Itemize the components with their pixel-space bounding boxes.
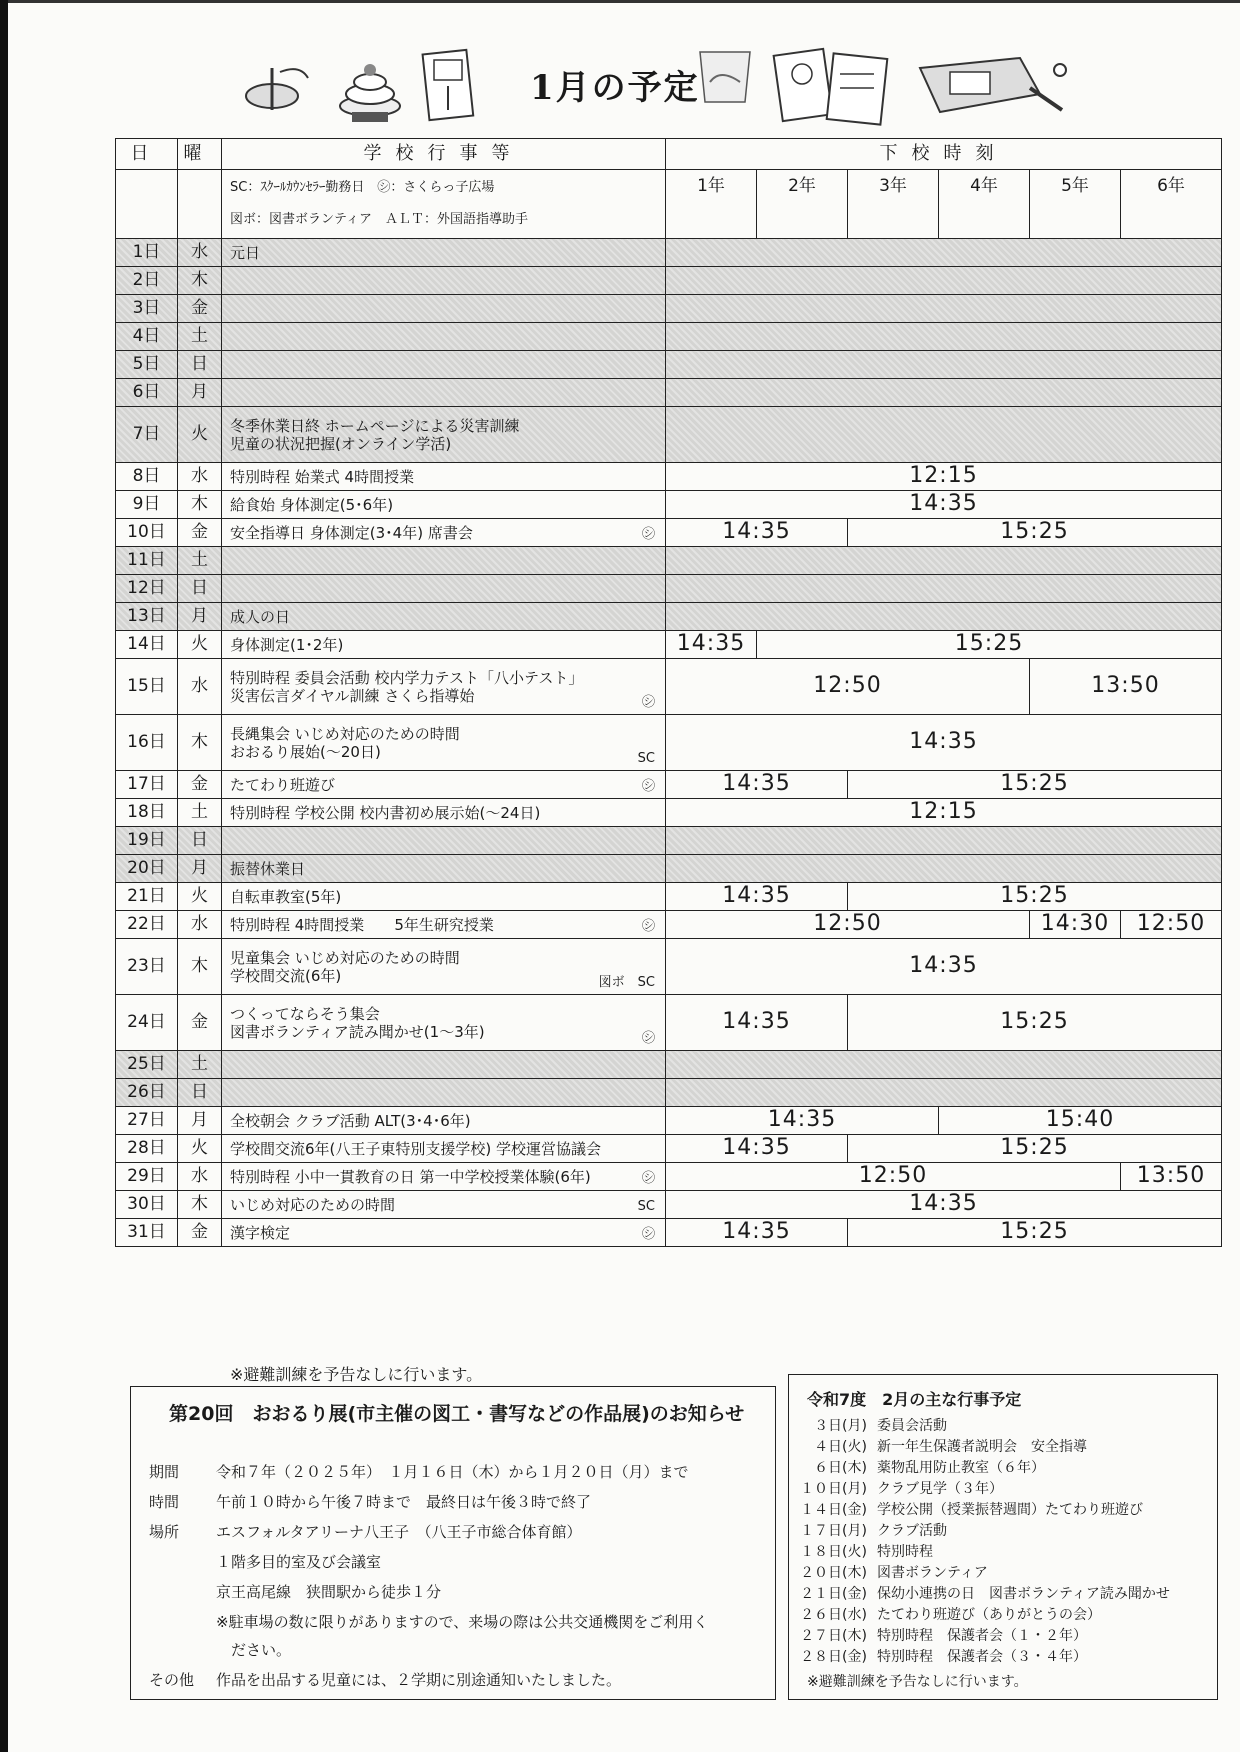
weekday-cell: 土 [178,323,222,351]
event-text: 給食始 身体測定(5･6年) [230,495,394,514]
weekday-cell: 水 [178,239,222,267]
dismissal-time: 15:25 [848,995,1222,1051]
weekday-cell: 土 [178,547,222,575]
february-item [793,1541,933,1561]
events-cell [222,1219,666,1247]
time-cell-empty [666,379,1222,407]
day-cell: 3日 [116,295,178,323]
header-times: 下校時刻 [666,139,1222,170]
dismissal-time: 14:30 [1030,911,1121,939]
day-cell: 29日 [116,1163,178,1191]
day-cell: 6日 [116,379,178,407]
february-item [793,1436,1087,1456]
schedule-row [116,631,1222,659]
event-mark: ㋛ [641,919,655,935]
weekday-cell: 日 [178,351,222,379]
february-date: ２７日(木) [800,1628,867,1644]
event-text: 児童集会 いじめ対応のための時間 [230,948,460,967]
schedule-row [116,267,1222,295]
dismissal-time: 15:25 [848,771,1222,799]
events-cell [222,1163,666,1191]
dismissal-time: 13:50 [1030,659,1222,715]
event-mark: ㋛ [641,1031,655,1047]
weekday-cell: 木 [178,715,222,771]
weekday-cell: 水 [178,1163,222,1191]
top-spinning-icon [240,58,310,118]
day-cell: 17日 [116,771,178,799]
weekday-cell: 木 [178,267,222,295]
february-item [793,1478,1003,1498]
events-cell [222,715,666,771]
day-cell: 8日 [116,463,178,491]
time-cell-empty [666,827,1222,855]
day-cell: 28日 [116,1135,178,1163]
event-mark: ㋛ [641,1227,655,1243]
legend-line: 図ボ：図書ボランティア ＡＬＴ：外国語指導助手 [230,212,528,227]
schedule-row [116,995,1222,1051]
dismissal-time: 12:15 [666,799,1222,827]
event-text: 全校朝会 クラブ活動 ALT(3･4･6年) [230,1111,471,1130]
event-text: 自転車教室(5年) [230,887,342,906]
february-event: 特別時程 [877,1544,933,1560]
event-text: 災害伝言ダイヤル訓練 さくら指導始 [230,686,475,705]
weekday-cell: 月 [178,1107,222,1135]
time-cell-empty [666,239,1222,267]
schedule-row [116,883,1222,911]
grade-header: 6年 [1121,170,1222,239]
event-mark: ㋛ [641,1171,655,1187]
day-cell: 23日 [116,939,178,995]
time-cell-empty [666,575,1222,603]
event-text: 身体測定(1･2年) [230,635,344,654]
february-item [793,1604,1101,1624]
february-item [793,1583,1170,1603]
february-date: １０日(月) [800,1481,867,1497]
dismissal-time: 14:35 [666,715,1222,771]
event-text: 特別時程 始業式 4時間授業 [230,467,415,486]
time-cell-empty [666,1051,1222,1079]
event-text: 特別時程 学校公開 校内書初め展示始(～24日) [230,803,541,822]
schedule-row [116,519,1222,547]
exhibit-label: 場所 [149,1523,180,1541]
february-date: １４日(金) [800,1502,867,1518]
exhibit-value: ださい。 [231,1641,292,1659]
weekday-cell: 木 [178,939,222,995]
february-date: ２８日(金) [800,1649,867,1665]
dismissal-time: 15:25 [848,1135,1222,1163]
dismissal-time: 12:50 [666,659,1030,715]
schedule-row [116,939,1222,995]
february-event: 図書ボランティア [877,1565,988,1581]
weekday-cell: 日 [178,1079,222,1107]
event-text: 図書ボランティア読み聞かせ(1～3年) [230,1022,485,1041]
day-cell: 11日 [116,547,178,575]
event-mark: ㋛ [641,527,655,543]
schedule-row [116,323,1222,351]
event-text: 学校間交流(6年) [230,966,342,985]
weekday-cell: 日 [178,575,222,603]
february-item [793,1415,947,1435]
february-event: 保幼小連携の日 図書ボランティア読み聞かせ [877,1586,1170,1602]
events-cell [222,631,666,659]
exhibit-label: 期間 [149,1463,180,1481]
event-mark: SC [637,751,655,767]
time-cell-empty [666,547,1222,575]
weekday-cell: 月 [178,603,222,631]
dismissal-time: 15:25 [848,883,1222,911]
schedule-row [116,799,1222,827]
event-text: 冬季休業日終 ホームページによる災害訓練 [230,416,520,435]
event-text: 特別時程 4時間授業 5年生研究授業 [230,915,494,934]
february-schedule [788,1374,1218,1700]
event-text: 児童の状況把握(オンライン学活) [230,434,452,453]
day-cell: 5日 [116,351,178,379]
page-title: 1月の予定 [530,68,700,108]
time-cell-empty [666,351,1222,379]
schedule-row [116,1163,1222,1191]
dismissal-time: 12:50 [666,911,1030,939]
day-cell: 1日 [116,239,178,267]
dismissal-time: 15:25 [848,1219,1222,1247]
february-item [793,1457,1045,1477]
dismissal-time: 14:35 [666,491,1222,519]
schedule-row [116,379,1222,407]
february-event: 新一年生保護者説明会 安全指導 [877,1439,1087,1455]
schedule-row [116,295,1222,323]
exhibit-notice [130,1386,776,1700]
event-text: 振替休業日 [230,859,306,878]
schedule-row [116,1191,1222,1219]
dismissal-time: 14:35 [666,771,848,799]
kagami-mochi-icon [330,48,410,128]
february-footer: ※避難訓練を予告なしに行います。 [807,1674,1028,1690]
day-cell: 9日 [116,491,178,519]
day-cell: 14日 [116,631,178,659]
day-cell: 13日 [116,603,178,631]
grade-header: 2年 [757,170,848,239]
weekday-cell: 火 [178,631,222,659]
events-cell [222,1191,666,1219]
events-cell [222,547,666,575]
schedule-table [115,138,1222,1247]
february-date: ３日(月) [814,1418,867,1434]
grade-header: 4年 [939,170,1030,239]
exhibit-value: 令和７年（２０２５年） １月１６日（木）から１月２０日（月）まで [216,1463,689,1481]
events-cell [222,519,666,547]
events-cell [222,323,666,351]
weekday-cell: 月 [178,855,222,883]
day-cell: 7日 [116,407,178,463]
exhibit-value: ※駐車場の数に限りがありますので、来場の際は公共交通機関をご利用く [216,1613,709,1631]
february-event: たてわり班遊び（ありがとうの会） [877,1607,1101,1623]
weekday-cell: 木 [178,491,222,519]
exhibit-value: 午前１０時から午後７時まで 最終日は午後３時で終了 [216,1493,592,1511]
dismissal-time: 12:15 [666,463,1222,491]
february-date: ６日(木) [814,1460,867,1476]
time-cell-empty [666,855,1222,883]
grade-header: 1年 [666,170,757,239]
schedule-row [116,827,1222,855]
february-event: 特別時程 保護者会（３・４年） [877,1649,1087,1665]
day-cell: 31日 [116,1219,178,1247]
events-cell [222,491,666,519]
dismissal-time: 12:50 [666,1163,1121,1191]
exhibit-value: １階多目的室及び会議室 [216,1553,382,1571]
day-cell: 19日 [116,827,178,855]
february-item [793,1562,988,1582]
february-event: 委員会活動 [877,1418,947,1434]
schedule-row [116,659,1222,715]
dismissal-time: 14:35 [666,519,848,547]
february-item [793,1520,947,1540]
exhibit-heading: 第20回 おおるり展(市主催の図工・書写などの作品展)のお知らせ [169,1403,745,1425]
event-text: 元日 [230,243,261,262]
event-text: 漢字検定 [230,1223,291,1242]
schedule-row [116,407,1222,463]
event-mark: 図ボ SC [598,975,655,991]
schedule-row [116,1079,1222,1107]
schedule-row [116,1135,1222,1163]
event-text: いじめ対応のための時間 [230,1195,396,1214]
schedule-row [116,547,1222,575]
grade-header: 3年 [848,170,939,239]
february-event: 学校公開（授業振替週間）たてわり班遊び [877,1502,1143,1518]
weekday-cell: 火 [178,407,222,463]
day-cell: 12日 [116,575,178,603]
events-cell [222,295,666,323]
day-cell: 22日 [116,911,178,939]
events-cell [222,1107,666,1135]
event-text: つくってならそう集会 [230,1004,380,1023]
day-cell: 30日 [116,1191,178,1219]
weekday-cell: 金 [178,995,222,1051]
hagoita-icon [910,48,1070,128]
events-cell [222,603,666,631]
time-cell-empty [666,1079,1222,1107]
header-day: 日 [116,139,178,170]
events-cell [222,379,666,407]
events-cell [222,463,666,491]
weekday-cell: 金 [178,519,222,547]
grade-header: 5年 [1030,170,1121,239]
event-text: 特別時程 委員会活動 校内学力テスト「八小テスト」 [230,668,584,687]
dismissal-time: 13:50 [1121,1163,1222,1191]
weekday-cell: 金 [178,295,222,323]
day-cell: 20日 [116,855,178,883]
kite-icon [690,42,760,122]
exhibit-label: 時間 [149,1493,180,1511]
day-cell: 27日 [116,1107,178,1135]
dismissal-time: 14:35 [666,1135,848,1163]
events-cell [222,267,666,295]
schedule-row [116,603,1222,631]
dismissal-time: 14:35 [666,1107,939,1135]
february-event: クラブ活動 [877,1523,947,1539]
dismissal-time: 14:35 [666,883,848,911]
event-text: たてわり班遊び [230,775,336,794]
february-event: クラブ見学（３年） [877,1481,1003,1497]
events-cell [222,911,666,939]
weekday-cell: 水 [178,911,222,939]
dismissal-time: 15:25 [757,631,1222,659]
february-event: 特別時程 保護者会（１・２年） [877,1628,1087,1644]
event-mark: ㋛ [641,779,655,795]
day-cell: 16日 [116,715,178,771]
weekday-cell: 水 [178,659,222,715]
time-cell-empty [666,267,1222,295]
february-date: ２６日(水) [800,1607,867,1623]
events-cell [222,883,666,911]
events-cell [222,1135,666,1163]
scan-edge-left [0,0,8,1752]
weekday-cell: 木 [178,1191,222,1219]
day-cell: 18日 [116,799,178,827]
february-item [793,1625,1087,1645]
events-cell [222,827,666,855]
event-text: おおるり展始(～20日) [230,742,381,761]
time-cell-empty [666,603,1222,631]
day-cell: 15日 [116,659,178,715]
header-weekday: 曜 [178,139,222,170]
event-text: 長縄集会 いじめ対応のための時間 [230,724,460,743]
weekday-cell: 火 [178,1135,222,1163]
scan-edge-top [0,0,1240,3]
february-item [793,1646,1087,1666]
february-date: １７日(月) [800,1523,867,1539]
day-cell: 24日 [116,995,178,1051]
schedule-row [116,715,1222,771]
events-cell [222,351,666,379]
day-cell: 26日 [116,1079,178,1107]
schedule-row [116,1107,1222,1135]
schedule-row [116,351,1222,379]
event-text: 成人の日 [230,607,291,626]
new-year-card-icon [420,46,480,128]
schedule-row [116,1219,1222,1247]
event-text: 特別時程 小中一貫教育の日 第一中学校授業体験(6年) [230,1167,591,1186]
events-cell [222,407,666,463]
schedule-row [116,911,1222,939]
schedule-row [116,771,1222,799]
events-cell [222,239,666,267]
day-cell: 2日 [116,267,178,295]
time-cell-empty [666,323,1222,351]
weekday-cell: 月 [178,379,222,407]
events-cell [222,1051,666,1079]
weekday-cell: 金 [178,1219,222,1247]
events-cell [222,659,666,715]
exhibit-value: 京王高尾線 狭間駅から徒歩１分 [216,1583,442,1601]
february-event: 薬物乱用防止教室（６年） [877,1460,1045,1476]
event-text: 学校間交流6年(八王子東特別支援学校) 学校運営協議会 [230,1139,602,1158]
dismissal-time: 14:35 [666,995,848,1051]
dismissal-time: 14:35 [666,1219,848,1247]
event-mark: ㋛ [641,695,655,711]
exhibit-value: エスフォルタアリーナ八王子 （八王子市総合体育館） [216,1523,582,1541]
weekday-cell: 金 [178,771,222,799]
event-mark: SC [637,1199,655,1215]
february-heading: 令和7度 2月の主な行事予定 [807,1390,1022,1409]
page-header [230,38,1110,128]
events-cell [222,1079,666,1107]
events-cell [222,995,666,1051]
schedule-row [116,463,1222,491]
time-cell-empty [666,407,1222,463]
exhibit-value: 作品を出品する児童には、２学期に別途通知いたしました。 [216,1671,622,1689]
legend-cell [222,170,666,239]
schedule-row [116,491,1222,519]
day-cell: 21日 [116,883,178,911]
events-cell [222,575,666,603]
time-cell-empty [666,295,1222,323]
february-date: １８日(火) [800,1544,867,1560]
february-date: ４日(火) [814,1439,867,1455]
schedule-row [116,239,1222,267]
february-date: ２１日(金) [800,1586,867,1602]
dismissal-time: 14:35 [666,939,1222,995]
events-cell [222,939,666,995]
events-cell [222,855,666,883]
day-cell: 25日 [116,1051,178,1079]
day-cell: 4日 [116,323,178,351]
dismissal-time: 14:35 [666,1191,1222,1219]
events-cell [222,799,666,827]
weekday-cell: 土 [178,1051,222,1079]
weekday-cell: 土 [178,799,222,827]
legend-line: SC：ｽｸｰﾙｶｳﾝｾﾗｰ勤務日 ㋛：さくらっ子広場 [230,180,495,195]
weekday-cell: 火 [178,883,222,911]
evacuation-note: ※避難訓練を予告なしに行います。 [230,1365,483,1384]
schedule-row [116,1051,1222,1079]
day-cell: 10日 [116,519,178,547]
february-date: ２０日(木) [800,1565,867,1581]
event-text: 安全指導日 身体測定(3･4年) 席書会 [230,523,473,542]
schedule-row [116,855,1222,883]
events-cell [222,771,666,799]
header-events: 学校行事等 [222,139,666,170]
exhibit-label: その他 [149,1671,195,1689]
february-item [793,1499,1143,1519]
dismissal-time: 15:40 [939,1107,1222,1135]
weekday-cell: 日 [178,827,222,855]
dango-card-icon [770,44,890,128]
weekday-cell: 水 [178,463,222,491]
dismissal-time: 14:35 [666,631,757,659]
schedule-row [116,575,1222,603]
dismissal-time: 12:50 [1121,911,1222,939]
dismissal-time: 15:25 [848,519,1222,547]
